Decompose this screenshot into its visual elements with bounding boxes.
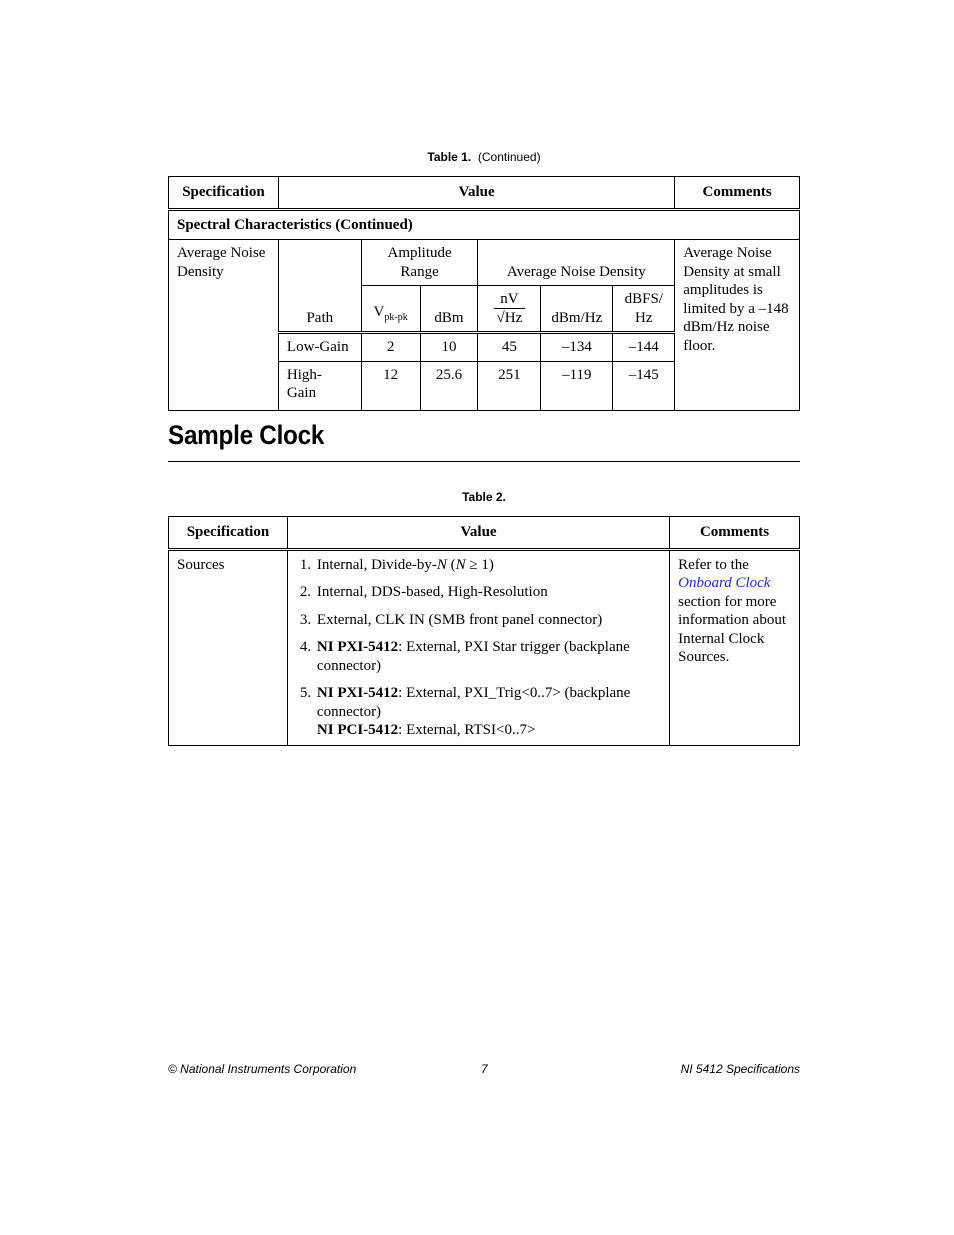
vpkpk-main: V xyxy=(373,303,385,320)
source-item-1-n2: N xyxy=(455,556,466,573)
table1-row2-nv: 251 xyxy=(478,361,541,410)
table1-group-density: Average Noise Density xyxy=(478,240,675,286)
table2-comment-post: section for more information about Internal Clock Sources. xyxy=(678,593,787,665)
table1-row1-dbm: 10 xyxy=(420,333,478,362)
source-item-1-text: Internal, Divide-by- xyxy=(316,556,437,573)
table1-row2-dbm: 25.6 xyxy=(420,361,478,410)
table1-row1-path: Low-Gain xyxy=(278,333,361,362)
table1-col-dbfs: dBFS/ Hz xyxy=(613,286,675,333)
source-item-2: 2. Internal, DDS-based, High-Resolution xyxy=(315,583,661,602)
source-item-3: 3. External, CLK IN (SMB front panel connector) xyxy=(315,611,661,630)
table1-group-amplitude: Amplitude Range xyxy=(361,240,478,286)
table1-caption xyxy=(168,150,800,164)
table2-header-value: Value xyxy=(287,517,669,550)
footer-left: © National Instruments Corporation xyxy=(168,1062,357,1076)
source-item-5-text: : External, PXI_Trig<0..7> (backplane connector) xyxy=(316,685,631,720)
source-item-5b-model: NI PCI-5412 xyxy=(316,722,399,738)
table1-header-specification: Specification xyxy=(169,177,279,210)
table1-col-dbmhz: dBm/Hz xyxy=(541,286,613,333)
table2-comment xyxy=(670,549,800,745)
source-item-4 xyxy=(315,638,661,675)
source-item-4-text: : External, PXI Star trigger (backplane connector) xyxy=(316,639,630,674)
table2 xyxy=(168,516,800,746)
footer-page-number: 7 xyxy=(481,1062,488,1076)
source-item-5-model: NI PXI-5412 xyxy=(316,685,399,701)
table1 xyxy=(168,176,800,411)
onboard-clock-link[interactable]: Onboard Clock xyxy=(678,575,771,591)
source-item-1 xyxy=(315,556,661,575)
table2-comment-pre: Refer to the xyxy=(678,556,749,573)
table2-sources-list-cell xyxy=(287,549,669,745)
table1-row1-dbmhz: –134 xyxy=(541,333,613,362)
section-rule xyxy=(168,461,800,462)
table1-caption-label: Table 1. xyxy=(427,150,472,164)
nv-denominator: √Hz xyxy=(496,310,523,326)
table1-row2-dbfs: –145 xyxy=(613,361,675,410)
source-item-1-n: N xyxy=(436,556,447,573)
table2-caption-label: Table 2. xyxy=(462,490,506,504)
source-item-5b-text: : External, RTSI<0..7> xyxy=(398,722,536,738)
table1-row1-dbfs: –144 xyxy=(613,333,675,362)
table2-header-specification: Specification xyxy=(169,517,288,550)
table2-caption xyxy=(168,490,800,504)
table1-row1-vpp: 2 xyxy=(361,333,420,362)
source-item-1-paren: ( xyxy=(446,556,456,573)
section-title-sample-clock: Sample Clock xyxy=(168,420,325,450)
table1-spec-name: Average Noise Density xyxy=(169,240,279,411)
table1-header-comments: Comments xyxy=(675,177,800,210)
table1-row2-vpp: 12 xyxy=(361,361,420,410)
table1-row2-dbmhz: –119 xyxy=(541,361,613,410)
source-item-1-rest: ≥ 1) xyxy=(465,556,494,573)
table1-col-path: Path xyxy=(278,240,361,333)
table2-spec-name: Sources xyxy=(169,549,288,745)
table1-caption-text: (Continued) xyxy=(477,150,541,164)
table1-col-vpkpk xyxy=(361,286,420,333)
table1-comment: Average Noise Density at small amplitudes is limited by a –148 dBm/Hz noise floor. xyxy=(675,240,800,411)
sources-list xyxy=(296,556,661,740)
footer-right: NI 5412 Specifications xyxy=(680,1062,800,1076)
vpkpk-sub: pk-pk xyxy=(384,311,408,323)
table1-col-nv xyxy=(478,286,541,333)
table1-row1-nv: 45 xyxy=(478,333,541,362)
nv-numerator: nV xyxy=(494,290,526,309)
nv-fraction xyxy=(494,290,526,327)
source-item-4-model: NI PXI-5412 xyxy=(316,639,399,655)
table1-col-dbm: dBm xyxy=(420,286,478,333)
table1-section-row: Spectral Characteristics (Continued) xyxy=(169,209,800,240)
table1-row2-path: High- Gain xyxy=(278,361,361,410)
table2-header-comments: Comments xyxy=(670,517,800,550)
table1-header-value: Value xyxy=(278,177,674,210)
source-item-5 xyxy=(315,684,661,740)
